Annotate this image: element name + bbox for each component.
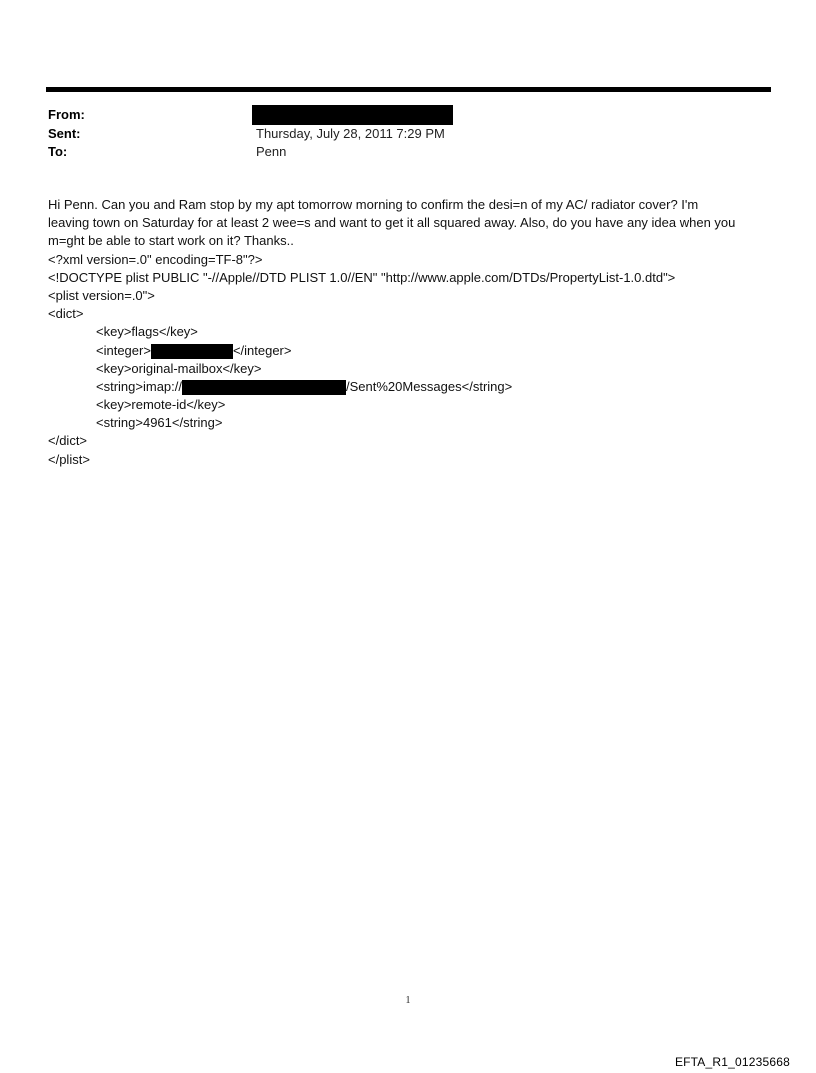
dict-close: </dict> xyxy=(48,433,88,449)
to-label: To: xyxy=(48,144,68,159)
page-number: 1 xyxy=(405,995,411,1006)
message-line: Hi Penn. Can you and Ram stop by my apt tomorrow morning to confirm the desi=n of my AC/ radiator cover? I'm xyxy=(48,197,699,212)
message-body xyxy=(48,196,768,469)
from-label: From: xyxy=(48,107,85,122)
imap-close: /Sent%20Messages</string> xyxy=(346,378,513,394)
imap-open: <string>imap:// xyxy=(96,378,182,394)
doctype-line: <!DOCTYPE plist PUBLIC "-//Apple//DTD PLIST 1.0//EN" "http://www.apple.com/DTDs/PropertyList-1.0.dtd"> xyxy=(48,269,676,285)
xml-declaration: <?xml version=.0" encoding=TF-8"?> xyxy=(48,251,263,267)
key-remote-id: <key>remote-id</key> xyxy=(96,397,226,413)
bates-number: EFTA_R1_01235668 xyxy=(674,1055,790,1069)
message-line: leaving town on Saturday for at least 2 wee=s and want to get it all squared away. Also, do you have any idea when you xyxy=(48,215,736,231)
to-row xyxy=(48,143,748,162)
email-header xyxy=(48,106,748,162)
from-row xyxy=(48,106,748,125)
integer-line xyxy=(48,342,768,360)
redacted-sender xyxy=(252,105,453,125)
key-flags: <key>flags</key> xyxy=(96,324,198,340)
string-remote-id: <string>4961</string> xyxy=(96,415,223,431)
redacted-mailbox xyxy=(182,380,346,395)
sent-row xyxy=(48,125,748,144)
sent-value: Thursday, July 28, 2011 7:29 PM xyxy=(256,125,445,141)
integer-open: <integer> xyxy=(96,342,151,358)
integer-close: </integer> xyxy=(232,342,292,358)
sent-label: Sent: xyxy=(48,125,81,141)
to-value: Penn xyxy=(256,144,287,159)
plist-close: </plist> xyxy=(48,451,90,467)
imap-line xyxy=(48,378,768,396)
redacted-integer xyxy=(151,344,233,359)
header-rule xyxy=(46,87,771,92)
message-line: m=ght be able to start work on it? Thanks.. xyxy=(48,233,294,249)
plist-open: <plist version=.0"> xyxy=(48,287,155,303)
dict-open: <dict> xyxy=(48,306,84,322)
key-mailbox: <key>original-mailbox</key> xyxy=(96,360,262,376)
